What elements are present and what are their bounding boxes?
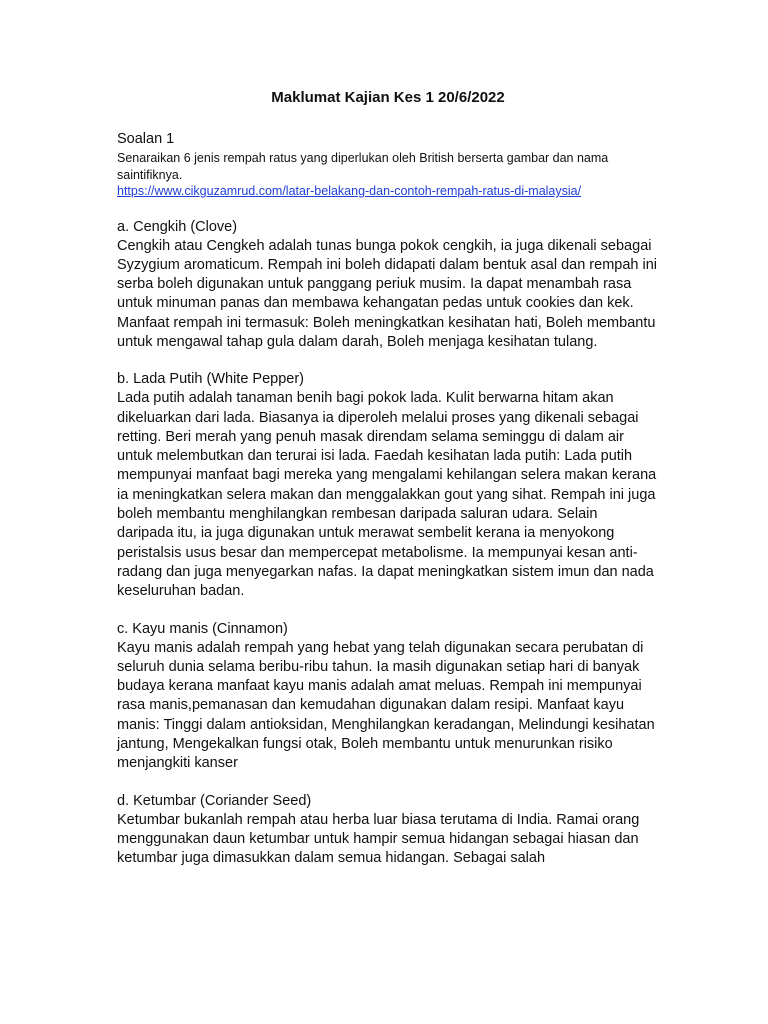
section-heading: d. Ketumbar (Coriander Seed) — [117, 792, 312, 809]
document-title: Maklumat Kajian Kes 1 20/6/2022 — [271, 89, 505, 106]
section-cengkih — [117, 218, 657, 353]
question-heading: Soalan 1 — [117, 131, 175, 147]
section-heading: a. Cengkih (Clove) — [117, 218, 238, 235]
section-heading: c. Kayu manis (Cinnamon) — [117, 620, 288, 637]
section-body: Kayu manis adalah rempah yang hebat yang telah digunakan secara perubatan di seluruh dunia selama beribu-ribu tahun. Ia masih digunakan setiap hari di banyak budaya kerana manfaat kayu manis adalah amat meluas. Rempah ini mempunyai rasa manis,pemanasan dan kemudahan digunakan dalam resipi. Manfaat kayu manis: Tinggi dalam antioksidan, Menghilangkan keradangan, Melindungi kesihatan jantung, Mengekalkan fungsi otak, Boleh membantu untuk menurunkan risiko menjangkiti kanser — [117, 639, 655, 772]
section-ketumbar — [117, 792, 657, 869]
reference-link[interactable]: https://www.cikguzamrud.com/latar-belakang-dan-contoh-rempah-ratus-di-malaysia/ — [117, 184, 582, 198]
section-body: Cengkih atau Cengkeh adalah tunas bunga pokok cengkih, ia juga dikenali sebagai Syzygium aromaticum. Rempah ini boleh didapati dalam bentuk asal dan rempah ini serba boleh digunakan untuk panggang periuk musim. Ia dapat menambah rasa untuk minuman panas dan membawa kehangatan pedas untuk cookies dan kek. Manfaat rempah ini termasuk: Boleh meningkatkan kesihatan hati, Boleh membantu untuk mengawal tahap gula dalam darah, Boleh menjaga kesihatan tulang. — [117, 237, 658, 350]
section-heading: b. Lada Putih (White Pepper) — [117, 371, 304, 388]
document-page — [117, 88, 657, 869]
section-body: Ketumbar bukanlah rempah atau herba luar biasa terutama di India. Ramai orang menggunakan daun ketumbar untuk hampir semua hidangan sebagai hiasan dan ketumbar juga dimasukkan dalam semua hidangan. Sebagai salah — [117, 811, 640, 867]
question-block — [117, 130, 657, 200]
section-lada-putih — [117, 370, 657, 601]
question-text: Senaraikan 6 jenis rempah ratus yang diperlukan oleh British berserta gambar dan nama saintifiknya. — [117, 151, 609, 182]
section-body: Lada putih adalah tanaman benih bagi pokok lada. Kulit berwarna hitam akan dikeluarkan dari lada. Biasanya ia diperoleh melalui proses yang dikenali sebagai retting. Beri merah yang penuh masak direndam selama seminggu di dalam air untuk melembutkan dan terurai isi lada. Faedah kesihatan lada putih: Lada putih mempunyai manfaat bagi mereka yang mengalami kehilangan selera makan kerana ia meningkatkan selera makan dan menggalakkan gout yang sihat. Rempah ini juga boleh membantu menghilangkan rembesan daripada saluran udara. Selain daripada itu, ia juga digunakan untuk merawat sembelit kerana ia menyokong peristalsis usus besar dan mempercepat metabolisme. Ia mempunyai kesan anti-radang dan juga menyegarkan nafas. Ia dapat meningkatkan sistem imun dan nada keseluruhan badan. — [117, 390, 657, 600]
section-kayu-manis — [117, 620, 657, 774]
